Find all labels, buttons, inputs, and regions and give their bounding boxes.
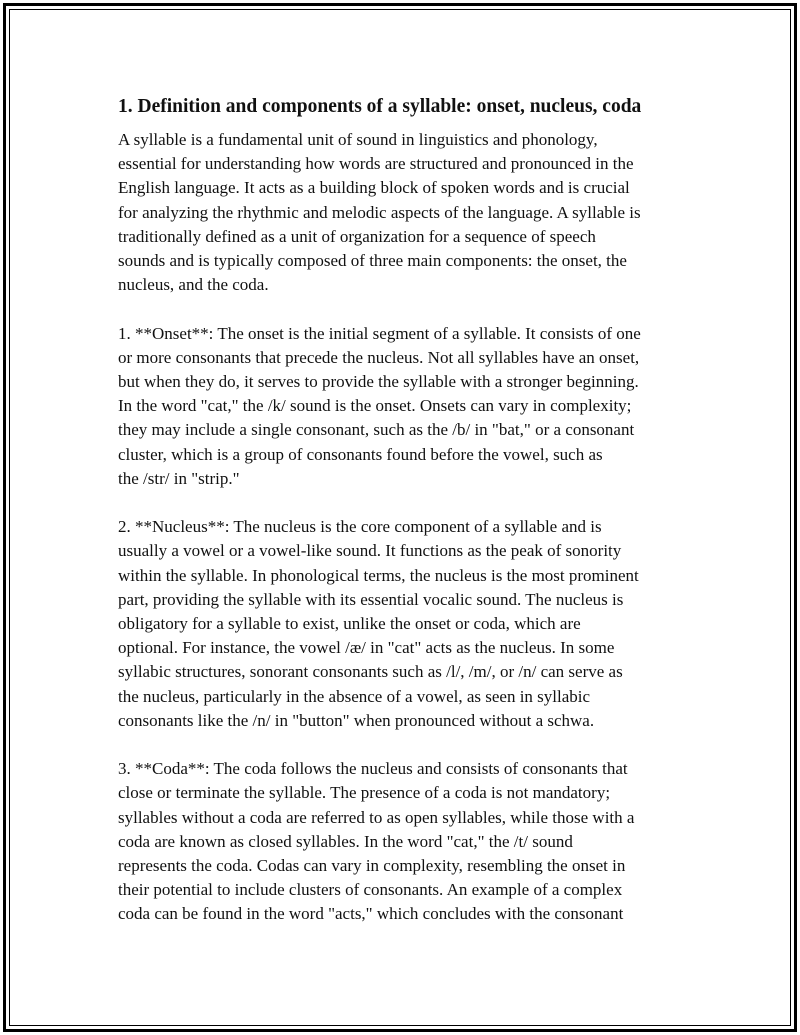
document-body (118, 94, 686, 951)
paragraph-onset: 1. **Onset**: The onset is the initial segment of a syllable. It consists of one or more consonants that precede the nucleus. Not all syllables have an onset, but when they do, it serves to provide the syllable with a stronger beginning. In the word "cat," the /k/ sound is the onset. Onsets can vary in complexity; they may include a single consonant, such as the /b/ in "bat," or a consonant cluster, which is a group of consonants found before the vowel, such as the /str/ in "strip." (118, 323, 641, 488)
paragraph-coda: 3. **Coda**: The coda follows the nucleus and consists of consonants that close or terminate the syllable. The presence of a coda is not mandatory; syllables without a coda are referred to as open syllables, while those with a coda are known as closed syllables. In the word "cat," the /t/ sound represents the coda. Codas can vary in complexity, resembling the onset in their potential to include clusters of consonants. An example of a complex coda can be found in the word "acts," which concludes with the consonant (118, 759, 635, 924)
paragraph-nucleus: 2. **Nucleus**: The nucleus is the core component of a syllable and is usually a vowel or a vowel-like sound. It functions as the peak of sonority within the syllable. In phonological terms, the nucleus is the most prominent part, providing the syllable with its essential vocalic sound. The nucleus is obligatory for a syllable to exist, unlike the onset or coda, which are optional. For instance, the vowel /æ/ in "cat" acts as the nucleus. In some syllabic structures, sonorant consonants such as /l/, /m/, or /n/ can serve as the nucleus, particularly in the absence of a vowel, as seen in syllabic consonants like the /n/ in "button" when pronounced without a schwa. (118, 517, 639, 730)
section-heading: 1. Definition and components of a syllable: onset, nucleus, coda (118, 96, 642, 117)
paragraph-intro: A syllable is a fundamental unit of sound in linguistics and phonology, essential for understanding how words are structured and pronounced in the English language. It acts as a building block of spoken words and is crucial for analyzing the rhythmic and melodic aspects of the language. A syllable is traditionally defined as a unit of organization for a sequence of speech sounds and is typically composed of three main components: the onset, the nucleus, and the coda. (118, 130, 641, 295)
